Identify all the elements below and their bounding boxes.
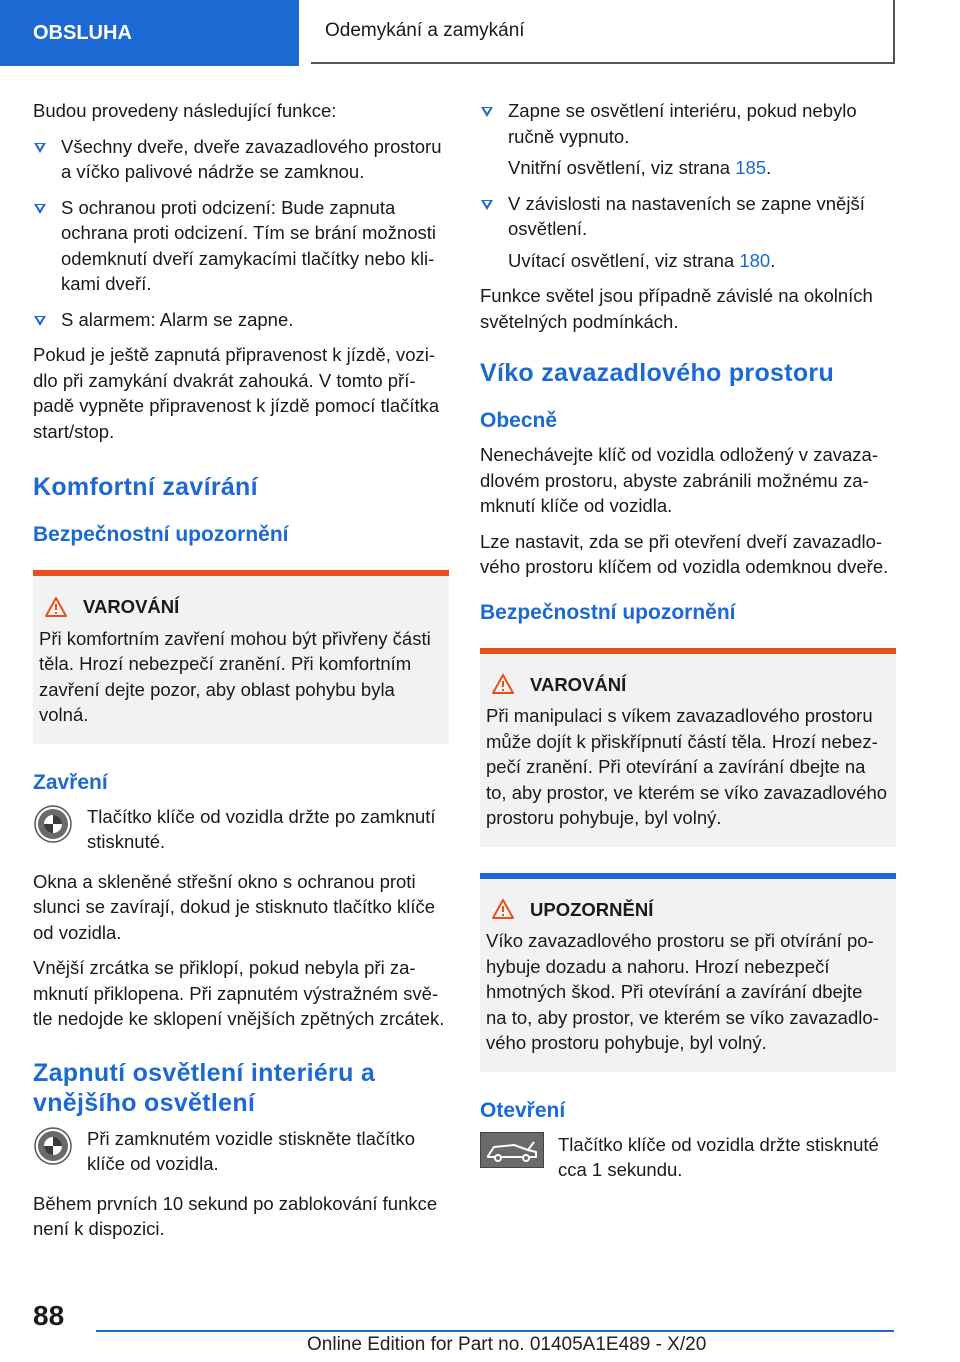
key-instruction: Při zamknutém vozidle stiskněte tlačítko klíče od vozidla. [33, 1126, 449, 1177]
paragraph: Vnější zrcátka se přiklopí, pokud nebyla při zamknutí přiklopena. Při zapnutém výstražném světle nedojde ke sklopení vnějších zpětných zrcátek. [33, 957, 445, 1029]
paragraph: Okna a skleněné střešní okno s ochranou proti slunci se zavírají, dokud je stisknuto tlačítko klíče od vozidla. [33, 870, 436, 943]
triangle-bullet-icon [481, 107, 493, 117]
right-column [480, 98, 896, 1197]
page-header [0, 0, 960, 66]
paragraph: Lze nastavit, zda se při otevření dveří zavazadlového prostoru klíčem od vozidla odemknou dveře. [480, 530, 889, 577]
notice-text: Víko zavazadlového prostoru se při otvírání pohybuje dozadu a nahoru. Hrozí nebezpečí hmotných škod. Při otevírání a zavírání dbejte na to, aby prostor, ve kterém se víko zavazadlového prostoru pohybuje, byl volný. [486, 930, 879, 1053]
cross-reference: Vnitřní osvětlení, viz strana 185. [508, 157, 772, 178]
edition-text: Online Edition for Part no. 01405A1E489 - X/20 [307, 1334, 707, 1355]
page-link[interactable]: 180 [739, 249, 771, 271]
notice-triangle-icon [492, 899, 514, 919]
triangle-bullet-icon [34, 143, 46, 153]
warning-box [480, 648, 896, 847]
notice-box [480, 873, 896, 1072]
warning-title: VAROVÁNÍ [530, 673, 627, 695]
list-item: S alarmem: Alarm se zapne. [33, 307, 449, 333]
warning-triangle-icon [492, 674, 514, 694]
intro-text: Budou provedeny následující funkce: [33, 100, 337, 121]
heading-general: Obecně [480, 409, 558, 432]
paragraph: Nenechávejte klíč od vozidla odložený v zavazadlovém prostoru, abyste zabránili možnému zamknutí klíče od vozidla. [480, 444, 878, 516]
page-number: 88 [33, 1300, 65, 1331]
chapter-title: Odemykání a zamykání [311, 0, 895, 64]
left-column [33, 98, 449, 1252]
footer-divider [96, 1330, 894, 1332]
warning-title: VAROVÁNÍ [83, 596, 180, 617]
warning-text: Při komfortním zavření mohou být přivřeny části těla. Hrozí nebezpečí zranění. Při komfortním zavření dejte pozor, aby oblast pohybu byla volná. [39, 627, 431, 725]
function-list [33, 134, 449, 333]
notice-title: UPOZORNĚNÍ [530, 898, 654, 920]
page-link[interactable]: 185 [735, 157, 767, 178]
heading-close: Zavření [33, 770, 108, 794]
list-item: Všechny dveře, dveře zavazadlového prostoru a víčko palivové nádrže se zamknou. [33, 134, 449, 185]
trunk-button-icon [480, 1132, 544, 1168]
triangle-bullet-icon [34, 204, 46, 214]
key-lock-button-icon [33, 804, 73, 844]
heading-comfort-closing: Komfortní zavírání [33, 473, 258, 501]
triangle-bullet-icon [481, 200, 493, 210]
heading-open: Otevření [480, 1098, 566, 1122]
heading-safety: Bezpečnostní upozornění [33, 523, 289, 546]
list-item: S ochranou proti odcizení: Bude zapnuta ochrana proti odcizení. Tím se brání možnosti odemknutí dveří zamykacími tlačítky nebo klikami dveří. [33, 195, 449, 297]
heading-safety: Bezpečnostní upozornění [480, 600, 736, 624]
key-instruction: Tlačítko klíče od vozidla držte po zamknutí stisknuté. [33, 804, 449, 855]
key-instruction: Tlačítko klíče od vozidla držte stisknuté cca 1 sekundu. [480, 1132, 896, 1183]
lights-list [480, 191, 896, 242]
key-lock-button-icon [33, 1126, 73, 1166]
paragraph: Pokud je ještě zapnutá připravenost k jízdě, vozidlo při zamykání dvakrát zahouká. V tomto případě vypněte připravenost k jízdě pomocí tlačítka start/stop. [33, 344, 440, 442]
heading-lights: Zapnutí osvětlení interiéru a vnějšího osvětlení [33, 1058, 376, 1117]
paragraph: Funkce světel jsou případně závislé na okolních světelných podmínkách. [480, 285, 873, 332]
paragraph: Během prvních 10 sekund po zablokování funkce není k dispozici. [33, 1192, 438, 1239]
triangle-bullet-icon [34, 316, 46, 326]
list-item: V závislosti na nastaveních se zapne vnější osvětlení. [480, 191, 896, 242]
heading-trunk-lid: Víko zavazadlového prostoru [480, 359, 835, 387]
warning-box [33, 570, 449, 744]
page-footer [0, 1290, 960, 1362]
section-tab: OBSLUHA [0, 0, 299, 66]
cross-reference: Uvítací osvětlení, viz strana 180. [508, 249, 776, 271]
lights-list [480, 98, 896, 149]
warning-triangle-icon [45, 597, 67, 617]
list-item: Zapne se osvětlení interiéru, pokud nebylo ručně vypnuto. [480, 98, 896, 149]
warning-text: Při manipulaci s víkem zavazadlového prostoru může dojít k přiskřípnutí částí těla. Hrozí nebezpečí zranění. Při otevírání a zavírání dbejte na to, aby prostor, ve kterém se víko zavazadlového prostoru pohybuje, byl volný. [486, 705, 888, 828]
